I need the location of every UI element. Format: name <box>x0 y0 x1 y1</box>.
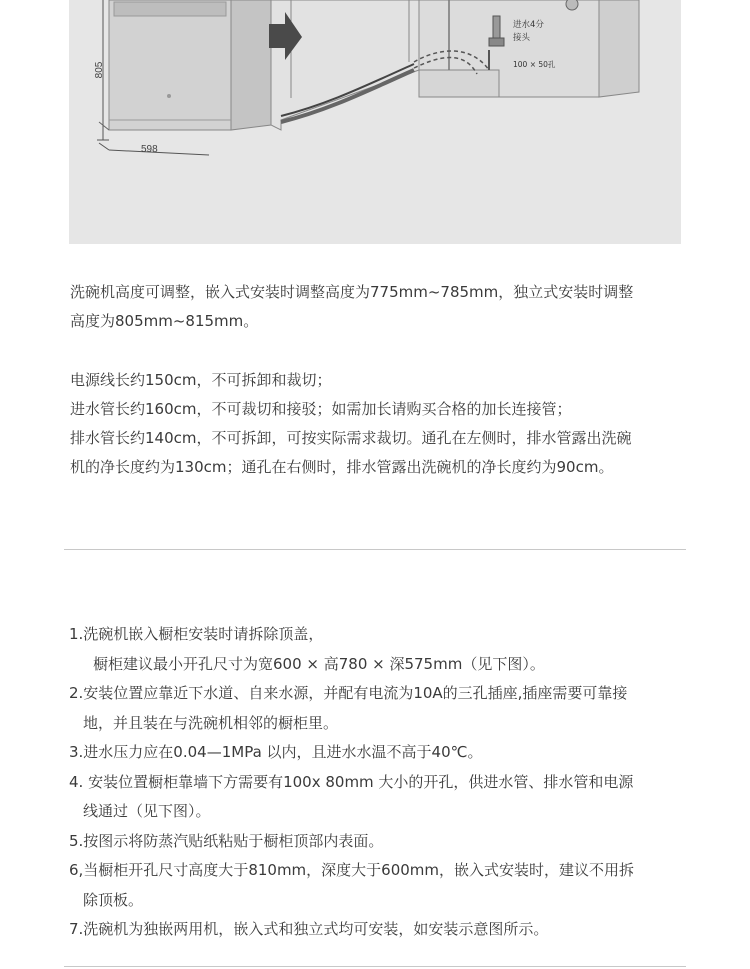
list-item <box>69 679 699 738</box>
text-line: 机的净长度约为130cm；通孔在右侧时，排水管露出洗碗机的净长度约为90cm。 <box>70 458 614 476</box>
text-line: 进水管长约160cm，不可裁切和接驳；如需加长请购买合格的加长连接管； <box>70 400 572 418</box>
step-text: 线通过（见下图）。 <box>83 802 211 820</box>
step-text: 1.洗碗机嵌入橱柜安装时请拆除顶盖， <box>69 625 324 643</box>
list-item <box>69 620 699 679</box>
step-text: 地，并且装在与洗碗机相邻的橱柜里。 <box>83 713 339 732</box>
hole-size-label: 100 × 50孔 <box>513 60 556 69</box>
cable-hose-paragraph <box>70 366 690 482</box>
step-text: 除顶板。 <box>83 890 144 909</box>
step-text: 5.按图示将防蒸汽贴纸粘贴于橱柜顶部内表面。 <box>69 831 384 850</box>
list-item <box>69 827 699 857</box>
step-text: 2.安装位置应靠近下水道、自来水源，并配有电流为10A的三孔插座,插座需要可靠接 <box>69 684 628 702</box>
installation-diagram <box>69 0 681 244</box>
height-dimension-label: 805 <box>94 61 105 79</box>
bottom-divider <box>64 966 686 967</box>
section-divider <box>64 549 686 550</box>
step-text: 7.洗碗机为独嵌两用机，嵌入式和独立式均可安装，如安装示意图所示。 <box>69 920 549 938</box>
height-dimension <box>94 0 109 140</box>
text-line: 电源线长约150cm，不可拆卸和裁切； <box>70 371 332 389</box>
inlet-label-line1: 进水4分 <box>513 20 544 30</box>
installation-steps-list <box>69 620 699 945</box>
text-line: 洗碗机高度可调整，嵌入式安装时调整高度为775mm~785mm，独立式安装时调整 <box>70 283 634 301</box>
cabinet <box>271 0 639 130</box>
text-line: 高度为805mm~815mm。 <box>70 312 259 330</box>
text-line: 排水管长约140cm，不可拆卸，可按实际需求裁切。通孔在左侧时，排水管露出洗碗 <box>70 429 632 447</box>
inlet-label-line2: 接头 <box>513 33 531 43</box>
step-text: 橱柜建议最小开孔尺寸为宽600 × 高780 × 深575mm（见下图）。 <box>93 654 545 673</box>
step-text: 4. 安装位置橱柜靠墙下方需要有100x 80mm 大小的开孔，供进水管、排水管和电源 <box>69 772 634 791</box>
step-text: 3.进水压力应在0.04—1MPa 以内，且进水水温不高于40℃。 <box>69 743 483 761</box>
height-adjustment-paragraph <box>70 278 690 336</box>
width-dimension-label: 598 <box>141 144 158 155</box>
dishwasher <box>99 0 271 130</box>
width-dimension <box>99 143 209 155</box>
list-item <box>69 738 699 768</box>
list-item <box>69 768 699 827</box>
step-text: 6,当橱柜开孔尺寸高度大于810mm，深度大于600mm，嵌入式安装时，建议不用拆 <box>69 861 635 879</box>
list-item <box>69 915 699 945</box>
list-item <box>69 856 699 915</box>
